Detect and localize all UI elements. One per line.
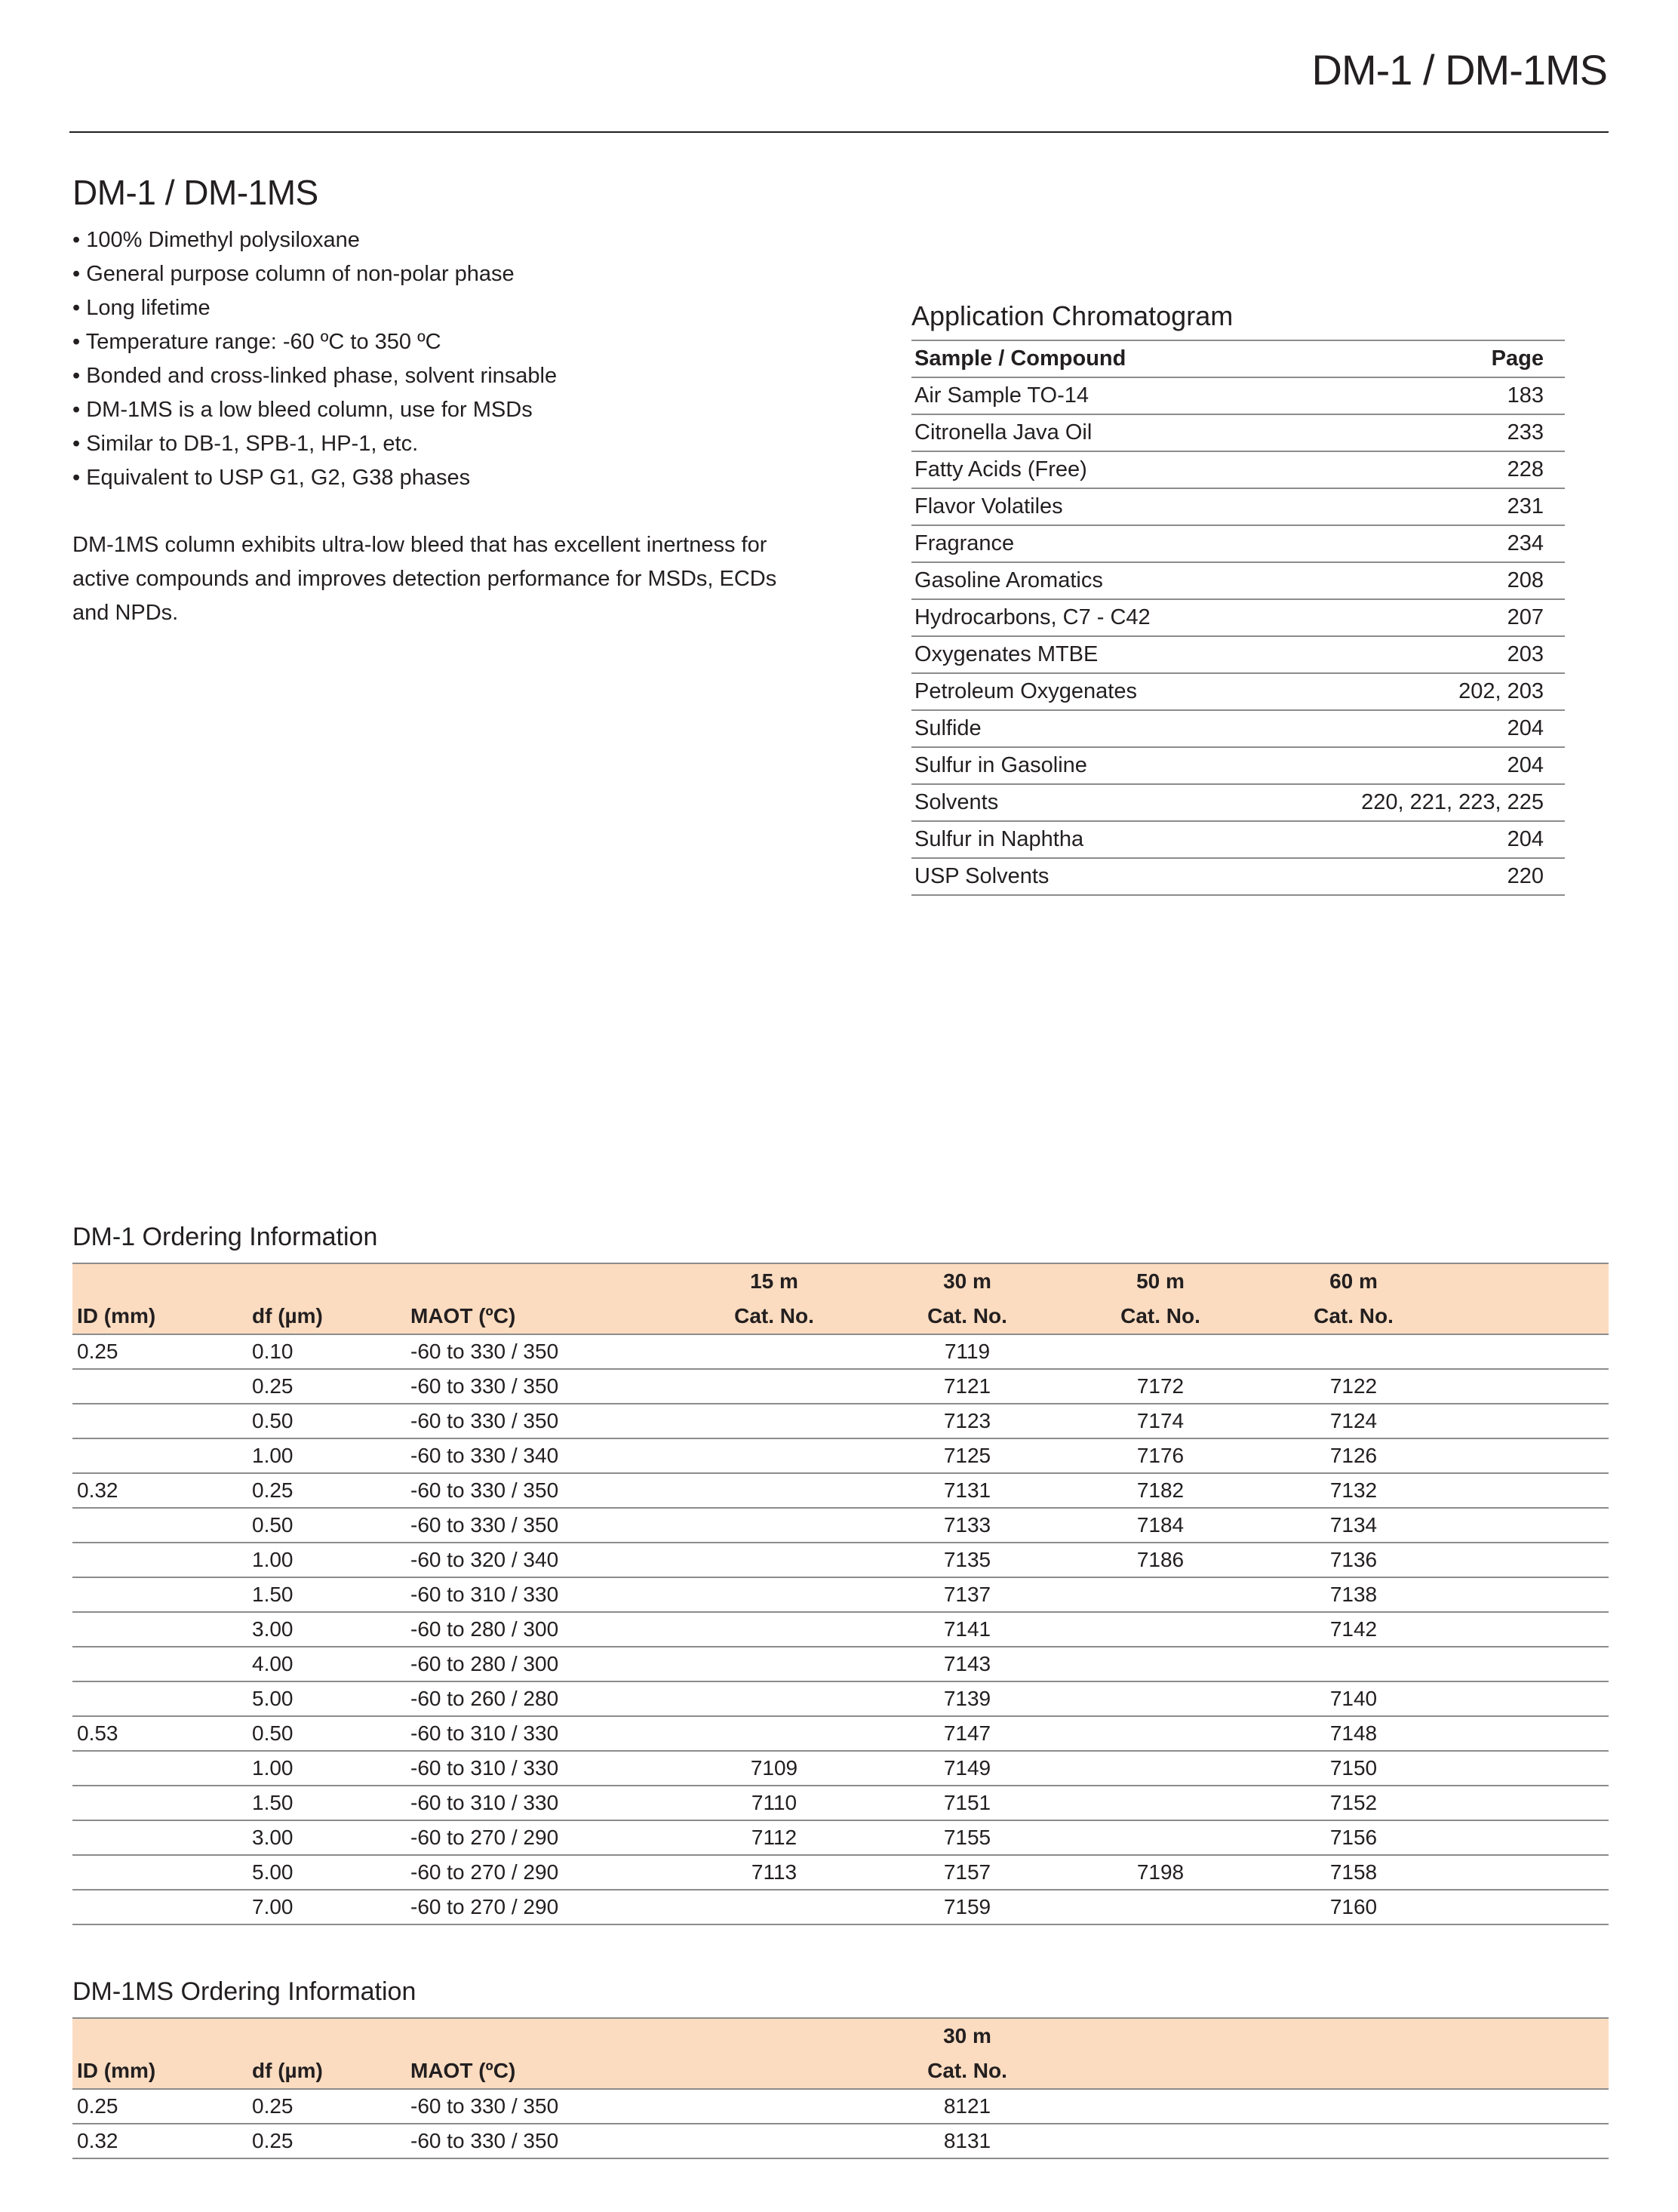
df-cell: 1.50 [247, 1786, 406, 1820]
table-row [911, 784, 1565, 821]
df-cell: 0.10 [247, 1334, 406, 1369]
id-cell [72, 1890, 247, 1924]
sample-cell: Sulfide [911, 710, 1276, 747]
header-df: df (µm) [247, 1299, 406, 1334]
cat-60m-cell: 7142 [1257, 1612, 1450, 1647]
table-row [911, 414, 1565, 451]
cat-60m-cell: 7158 [1257, 1855, 1450, 1890]
id-cell [72, 1751, 247, 1786]
cat-30m-cell: 7119 [871, 1334, 1064, 1369]
spacer-cell [1450, 1890, 1609, 1924]
column-header-page: Page [1276, 340, 1565, 377]
spacer-cell [1064, 2089, 1257, 2124]
df-cell: 7.00 [247, 1890, 406, 1924]
cat-30m-cell: 7157 [871, 1855, 1064, 1890]
maot-cell: -60 to 330 / 350 [406, 1508, 678, 1543]
page-cell: 220, 221, 223, 225 [1276, 784, 1565, 821]
id-cell [72, 1855, 247, 1890]
table-row [911, 858, 1565, 895]
cat-30m-cell: 7131 [871, 1473, 1064, 1508]
cat-50m-cell [1064, 1334, 1257, 1369]
cat-15m-cell: 7110 [678, 1786, 871, 1820]
maot-cell: -60 to 330 / 350 [406, 1473, 678, 1508]
maot-cell: -60 to 310 / 330 [406, 1716, 678, 1751]
header-30m: 30 m [871, 1263, 1064, 1299]
cat-60m-cell: 7140 [1257, 1681, 1450, 1716]
table-row [72, 1647, 1609, 1681]
header-cat-30m: Cat. No. [871, 1299, 1064, 1334]
id-cell [72, 1820, 247, 1855]
spacer-cell [1450, 1438, 1609, 1473]
df-cell: 0.25 [247, 2089, 406, 2124]
table-row [72, 1890, 1609, 1924]
header-id: ID (mm) [72, 1299, 247, 1334]
cat-50m-cell [1064, 1647, 1257, 1681]
feature-item: • Temperature range: -60 ºC to 350 ºC [72, 325, 557, 359]
cat-15m-cell [678, 1681, 871, 1716]
cat-60m-cell: 7134 [1257, 1508, 1450, 1543]
cat-15m-cell: 7113 [678, 1855, 871, 1890]
cat-30m-cell: 7149 [871, 1751, 1064, 1786]
column-header-sample: Sample / Compound [911, 340, 1276, 377]
spacer-cell [1450, 2124, 1609, 2158]
table-row [72, 1820, 1609, 1855]
header-cat-15m: Cat. No. [678, 1299, 871, 1334]
table-row [911, 599, 1565, 636]
sample-cell: Solvents [911, 784, 1276, 821]
table-row [72, 2089, 1609, 2124]
maot-cell: -60 to 330 / 350 [406, 2089, 678, 2124]
table-row [911, 525, 1565, 562]
spacer-cell [678, 2089, 871, 2124]
page-cell: 208 [1276, 562, 1565, 599]
spacer-cell [1450, 1647, 1609, 1681]
sample-cell: Oxygenates MTBE [911, 636, 1276, 673]
cat-30m-cell: 7141 [871, 1612, 1064, 1647]
spacer-cell [1450, 1369, 1609, 1404]
cat-60m-cell: 7122 [1257, 1369, 1450, 1404]
page-cell: 207 [1276, 599, 1565, 636]
cat-60m-cell: 7126 [1257, 1438, 1450, 1473]
table-row [72, 1543, 1609, 1577]
cat-50m-cell [1064, 1751, 1257, 1786]
cat-30m-cell: 7143 [871, 1647, 1064, 1681]
feature-item: • Similar to DB-1, SPB-1, HP-1, etc. [72, 427, 557, 461]
cat-30m-cell: 7139 [871, 1681, 1064, 1716]
cat-60m-cell [1257, 1647, 1450, 1681]
cat-60m-cell [1257, 1334, 1450, 1369]
header-cat-60m: Cat. No. [1257, 1299, 1450, 1334]
spacer-cell [1450, 1473, 1609, 1508]
df-cell: 0.50 [247, 1404, 406, 1438]
maot-cell: -60 to 310 / 330 [406, 1751, 678, 1786]
page-cell: 204 [1276, 710, 1565, 747]
page-cell: 233 [1276, 414, 1565, 451]
id-cell [72, 1612, 247, 1647]
spacer-cell [1450, 1716, 1609, 1751]
table-row [72, 1404, 1609, 1438]
spacer-cell [1257, 2124, 1450, 2158]
df-cell: 0.25 [247, 2124, 406, 2158]
df-cell: 4.00 [247, 1647, 406, 1681]
page-cell: 202, 203 [1276, 673, 1565, 710]
cat-15m-cell [678, 1716, 871, 1751]
page-cell: 203 [1276, 636, 1565, 673]
sample-cell: Fatty Acids (Free) [911, 451, 1276, 488]
maot-cell: -60 to 260 / 280 [406, 1681, 678, 1716]
cat-30m-cell: 7125 [871, 1438, 1064, 1473]
table-row [72, 1438, 1609, 1473]
cat-15m-cell [678, 1647, 871, 1681]
maot-cell: -60 to 280 / 300 [406, 1647, 678, 1681]
dm1-ordering-table [72, 1263, 1609, 1925]
cat-15m-cell [678, 1890, 871, 1924]
df-cell: 0.50 [247, 1716, 406, 1751]
cat-60m-cell: 7156 [1257, 1820, 1450, 1855]
dm1ms-ordering-table [72, 2017, 1609, 2159]
id-cell [72, 1508, 247, 1543]
header-60m: 60 m [1257, 1263, 1450, 1299]
table-row [72, 1681, 1609, 1716]
header-df: df (µm) [247, 2054, 406, 2089]
cat-30m-cell: 7137 [871, 1577, 1064, 1612]
cat-15m-cell [678, 1508, 871, 1543]
maot-cell: -60 to 330 / 350 [406, 1404, 678, 1438]
cat-60m-cell: 7160 [1257, 1890, 1450, 1924]
id-cell: 0.32 [72, 2124, 247, 2158]
table-row [911, 821, 1565, 858]
maot-cell: -60 to 330 / 350 [406, 1369, 678, 1404]
table-row [911, 710, 1565, 747]
cat-15m-cell [678, 1577, 871, 1612]
sample-cell: Hydrocarbons, C7 - C42 [911, 599, 1276, 636]
id-cell: 0.25 [72, 1334, 247, 1369]
cat-15m-cell [678, 1612, 871, 1647]
dm1-ordering-title: DM-1 Ordering Information [72, 1223, 378, 1251]
maot-cell: -60 to 280 / 300 [406, 1612, 678, 1647]
page-cell: 204 [1276, 747, 1565, 784]
spacer-cell [1450, 1577, 1609, 1612]
cat-50m-cell: 7182 [1064, 1473, 1257, 1508]
df-cell: 3.00 [247, 1820, 406, 1855]
cat-60m-cell: 7150 [1257, 1751, 1450, 1786]
feature-item: • Long lifetime [72, 291, 557, 325]
app-chromatogram-table [911, 340, 1565, 896]
maot-cell: -60 to 270 / 290 [406, 1820, 678, 1855]
sample-cell: Air Sample TO-14 [911, 377, 1276, 414]
table-row [911, 488, 1565, 525]
df-cell: 1.00 [247, 1438, 406, 1473]
id-cell: 0.32 [72, 1473, 247, 1508]
table-row [72, 1751, 1609, 1786]
sample-cell: USP Solvents [911, 858, 1276, 895]
id-cell [72, 1786, 247, 1820]
df-cell: 5.00 [247, 1681, 406, 1716]
df-cell: 5.00 [247, 1855, 406, 1890]
cat-30m-cell: 7123 [871, 1404, 1064, 1438]
id-cell [72, 1647, 247, 1681]
spacer-cell [1450, 1820, 1609, 1855]
spacer-cell [1450, 1751, 1609, 1786]
cat-50m-cell [1064, 1681, 1257, 1716]
df-cell: 0.25 [247, 1369, 406, 1404]
spacer-cell [1450, 1334, 1609, 1369]
header-cat-50m: Cat. No. [1064, 1299, 1257, 1334]
cat-50m-cell [1064, 1786, 1257, 1820]
sample-cell: Petroleum Oxygenates [911, 673, 1276, 710]
spacer-cell [1450, 1681, 1609, 1716]
spacer-cell [1450, 1543, 1609, 1577]
header-30m: 30 m [871, 2018, 1064, 2054]
id-cell [72, 1577, 247, 1612]
cat-60m-cell: 7152 [1257, 1786, 1450, 1820]
feature-item: • Equivalent to USP G1, G2, G38 phases [72, 461, 557, 495]
id-cell [72, 1681, 247, 1716]
table-row [72, 1508, 1609, 1543]
cat-15m-cell [678, 1369, 871, 1404]
table-row [72, 1369, 1609, 1404]
spacer-cell [1450, 1404, 1609, 1438]
sample-cell: Gasoline Aromatics [911, 562, 1276, 599]
maot-cell: -60 to 310 / 330 [406, 1577, 678, 1612]
header-50m: 50 m [1064, 1263, 1257, 1299]
df-cell: 1.00 [247, 1543, 406, 1577]
cat-50m-cell: 7176 [1064, 1438, 1257, 1473]
id-cell [72, 1369, 247, 1404]
cat-60m-cell: 7136 [1257, 1543, 1450, 1577]
cat-50m-cell: 7184 [1064, 1508, 1257, 1543]
maot-cell: -60 to 270 / 290 [406, 1855, 678, 1890]
cat-30m-cell: 7121 [871, 1369, 1064, 1404]
spacer-cell [678, 2124, 871, 2158]
cat-50m-cell [1064, 1820, 1257, 1855]
id-cell [72, 1543, 247, 1577]
cat-15m-cell [678, 1473, 871, 1508]
df-cell: 1.50 [247, 1577, 406, 1612]
feature-item: • General purpose column of non-polar phase [72, 257, 557, 291]
page-cell: 204 [1276, 821, 1565, 858]
cat-50m-cell [1064, 1612, 1257, 1647]
maot-cell: -60 to 330 / 350 [406, 1334, 678, 1369]
feature-item: • 100% Dimethyl polysiloxane [72, 223, 557, 257]
page-cell: 220 [1276, 858, 1565, 895]
cat-30m-cell: 7147 [871, 1716, 1064, 1751]
cat-50m-cell [1064, 1890, 1257, 1924]
cat-30m-cell: 8131 [871, 2124, 1064, 2158]
header-15m: 15 m [678, 1263, 871, 1299]
cat-15m-cell: 7112 [678, 1820, 871, 1855]
table-row [72, 1786, 1609, 1820]
cat-30m-cell: 7133 [871, 1508, 1064, 1543]
sample-cell: Flavor Volatiles [911, 488, 1276, 525]
cat-50m-cell: 7172 [1064, 1369, 1257, 1404]
spacer-cell [1450, 2089, 1609, 2124]
page-cell: 231 [1276, 488, 1565, 525]
cat-30m-cell: 7135 [871, 1543, 1064, 1577]
feature-item: • DM-1MS is a low bleed column, use for MSDs [72, 393, 557, 427]
spacer-cell [1257, 2089, 1450, 2124]
page-cell: 234 [1276, 525, 1565, 562]
cat-50m-cell: 7186 [1064, 1543, 1257, 1577]
id-cell: 0.53 [72, 1716, 247, 1751]
table-row [72, 1334, 1609, 1369]
cat-50m-cell [1064, 1716, 1257, 1751]
maot-cell: -60 to 270 / 290 [406, 1890, 678, 1924]
sample-cell: Sulfur in Gasoline [911, 747, 1276, 784]
spacer-cell [1450, 1612, 1609, 1647]
id-cell [72, 1404, 247, 1438]
cat-30m-cell: 7155 [871, 1820, 1064, 1855]
table-row [72, 1577, 1609, 1612]
table-row [72, 1612, 1609, 1647]
spacer-cell [1450, 1855, 1609, 1890]
maot-cell: -60 to 330 / 350 [406, 2124, 678, 2158]
table-row [72, 1716, 1609, 1751]
table-row [911, 673, 1565, 710]
df-cell: 3.00 [247, 1612, 406, 1647]
table-row [911, 451, 1565, 488]
sample-cell: Sulfur in Naphtha [911, 821, 1276, 858]
id-cell: 0.25 [72, 2089, 247, 2124]
sample-cell: Citronella Java Oil [911, 414, 1276, 451]
cat-60m-cell: 7124 [1257, 1404, 1450, 1438]
spacer-cell [1064, 2124, 1257, 2158]
cat-15m-cell [678, 1543, 871, 1577]
sample-cell: Fragrance [911, 525, 1276, 562]
cat-50m-cell: 7174 [1064, 1404, 1257, 1438]
cat-50m-cell [1064, 1577, 1257, 1612]
page-cell: 183 [1276, 377, 1565, 414]
table-row [911, 377, 1565, 414]
description: DM-1MS column exhibits ultra-low bleed that has excellent inertness for active compounds and improves detection performance for MSDs, ECDs and NPDs. [72, 533, 777, 625]
cat-30m-cell: 8121 [871, 2089, 1064, 2124]
cat-15m-cell: 7109 [678, 1751, 871, 1786]
spacer-cell [1450, 1508, 1609, 1543]
table-row [911, 636, 1565, 673]
spacer-cell [1450, 1786, 1609, 1820]
table-row [72, 1473, 1609, 1508]
id-cell [72, 1438, 247, 1473]
table-row [911, 747, 1565, 784]
table-row [72, 2124, 1609, 2158]
cat-60m-cell: 7132 [1257, 1473, 1450, 1508]
maot-cell: -60 to 310 / 330 [406, 1786, 678, 1820]
df-cell: 0.25 [247, 1473, 406, 1508]
section-heading: DM-1 / DM-1MS [72, 173, 318, 212]
dm1ms-ordering-title: DM-1MS Ordering Information [72, 1977, 416, 2006]
cat-50m-cell: 7198 [1064, 1855, 1257, 1890]
table-row [911, 562, 1565, 599]
cat-15m-cell [678, 1404, 871, 1438]
maot-cell: -60 to 320 / 340 [406, 1543, 678, 1577]
cat-15m-cell [678, 1334, 871, 1369]
header-cat-30m: Cat. No. [871, 2054, 1064, 2089]
page-cell: 228 [1276, 451, 1565, 488]
maot-cell: -60 to 330 / 340 [406, 1438, 678, 1473]
cat-60m-cell: 7148 [1257, 1716, 1450, 1751]
cat-30m-cell: 7151 [871, 1786, 1064, 1820]
header-divider [69, 131, 1609, 133]
feature-list [72, 223, 557, 495]
cat-15m-cell [678, 1438, 871, 1473]
df-cell: 0.50 [247, 1508, 406, 1543]
page-title: DM-1 / DM-1MS [1311, 46, 1607, 94]
cat-30m-cell: 7159 [871, 1890, 1064, 1924]
header-maot: MAOT (ºC) [406, 2054, 678, 2089]
cat-60m-cell: 7138 [1257, 1577, 1450, 1612]
table-row [72, 1855, 1609, 1890]
header-maot: MAOT (ºC) [406, 1299, 678, 1334]
feature-item: • Bonded and cross-linked phase, solvent rinsable [72, 359, 557, 393]
df-cell: 1.00 [247, 1751, 406, 1786]
header-id: ID (mm) [72, 2054, 247, 2089]
app-chromatogram-title: Application Chromatogram [911, 300, 1234, 331]
